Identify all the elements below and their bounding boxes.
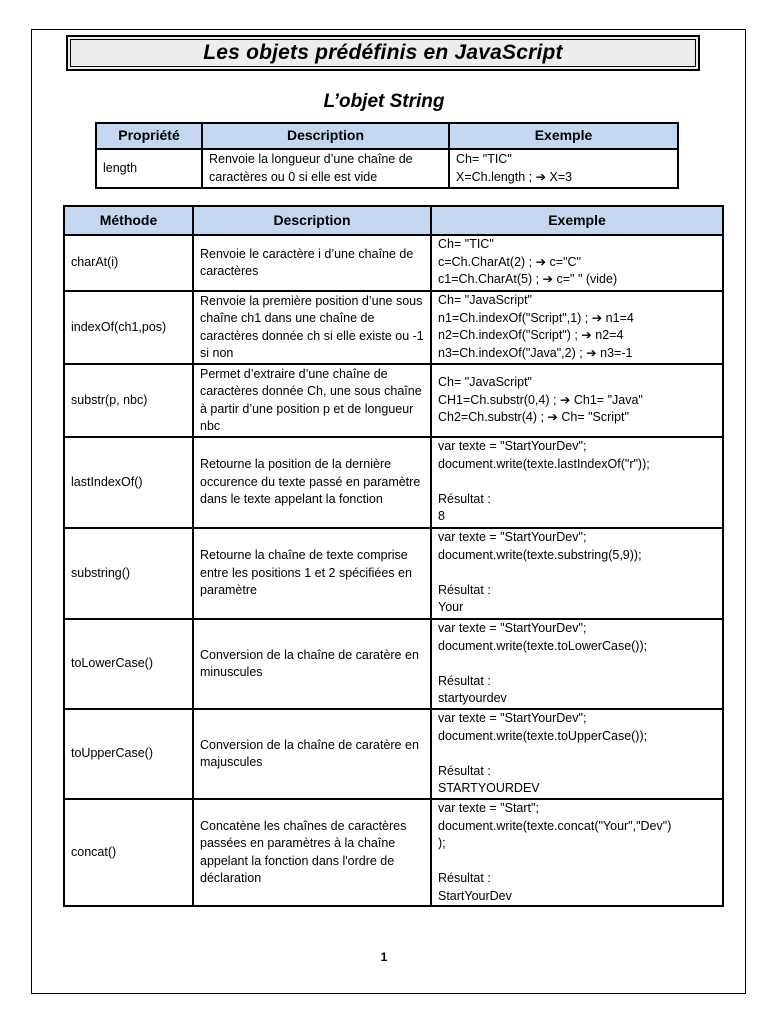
method-name: substring() bbox=[64, 528, 193, 619]
header-example: Exemple bbox=[431, 206, 723, 235]
method-example: Ch= "JavaScript" CH1=Ch.substr(0,4) ; ➔ Ch1= "Java" Ch2=Ch.substr(4) ; ➔ Ch= "Script" bbox=[431, 364, 723, 437]
table-row bbox=[64, 799, 723, 906]
property-name: length bbox=[96, 149, 202, 188]
page-number: 1 bbox=[380, 950, 388, 964]
method-example: var texte = "StartYourDev"; document.write(texte.toLowerCase()); Résultat : startyourdev bbox=[431, 619, 723, 709]
table-row bbox=[96, 149, 678, 188]
method-example: var texte = "StartYourDev"; document.write(texte.lastIndexOf("r")); Résultat : 8 bbox=[431, 437, 723, 528]
method-description: Renvoie la première position d’une sous chaîne ch1 dans une chaîne de caractères donnée ch si elle existe ou -1 si non bbox=[193, 291, 431, 364]
method-description: Renvoie le caractère i d’une chaîne de caractères bbox=[193, 235, 431, 291]
method-name: lastIndexOf() bbox=[64, 437, 193, 528]
method-name: concat() bbox=[64, 799, 193, 906]
table-row bbox=[64, 528, 723, 619]
method-name: indexOf(ch1,pos) bbox=[64, 291, 193, 364]
table-row bbox=[64, 709, 723, 799]
table-row bbox=[64, 619, 723, 709]
method-name: toLowerCase() bbox=[64, 619, 193, 709]
method-example: Ch= "JavaScript" n1=Ch.indexOf("Script",1) ; ➔ n1=4 n2=Ch.indexOf("Script") ; ➔ n2=4 n3=Ch.indexOf("Java",2) ; ➔ n3=-1 bbox=[431, 291, 723, 364]
method-name: charAt(i) bbox=[64, 235, 193, 291]
method-example: var texte = "StartYourDev"; document.write(texte.substring(5,9)); Résultat : Your bbox=[431, 528, 723, 619]
table-row bbox=[64, 437, 723, 528]
methods-table bbox=[63, 205, 724, 907]
table-row bbox=[64, 364, 723, 437]
properties-table bbox=[95, 122, 679, 189]
section-title: L’objet String bbox=[323, 91, 445, 112]
document-title: Les objets prédéfinis en JavaScript bbox=[203, 41, 563, 64]
method-description: Conversion de la chaîne de caratère en minuscules bbox=[193, 619, 431, 709]
property-example: Ch= "TIC" X=Ch.length ; ➔ X=3 bbox=[449, 149, 678, 188]
method-description: Retourne la chaîne de texte comprise entre les positions 1 et 2 spécifiées en paramètre bbox=[193, 528, 431, 619]
header-example: Exemple bbox=[449, 123, 678, 149]
method-name: toUpperCase() bbox=[64, 709, 193, 799]
property-description: Renvoie la longueur d’une chaîne de caractères ou 0 si elle est vide bbox=[202, 149, 449, 188]
header-property: Propriété bbox=[96, 123, 202, 149]
method-description: Permet d’extraire d’une chaîne de caractères donnée Ch, une sous chaîne à partir d’une position p et de longueur nbc bbox=[193, 364, 431, 437]
method-description: Retourne la position de la dernière occurence du texte passé en paramètre dans le texte appelant la fonction bbox=[193, 437, 431, 528]
method-name: substr(p, nbc) bbox=[64, 364, 193, 437]
table-row bbox=[64, 235, 723, 291]
method-example: var texte = "StartYourDev"; document.write(texte.toUpperCase()); Résultat : STARTYOURDEV bbox=[431, 709, 723, 799]
header-method: Méthode bbox=[64, 206, 193, 235]
method-example: var texte = "Start"; document.write(texte.concat("Your","Dev") ); Résultat : StartYourDev bbox=[431, 799, 723, 906]
properties-header-row bbox=[96, 123, 678, 149]
method-example: Ch= "TIC" c=Ch.CharAt(2) ; ➔ c="C" c1=Ch.CharAt(5) ; ➔ c=" " (vide) bbox=[431, 235, 723, 291]
table-row bbox=[64, 291, 723, 364]
header-description: Description bbox=[193, 206, 431, 235]
methods-header-row bbox=[64, 206, 723, 235]
header-description: Description bbox=[202, 123, 449, 149]
method-description: Conversion de la chaîne de caratère en majuscules bbox=[193, 709, 431, 799]
document-title-box bbox=[66, 35, 700, 71]
method-description: Concatène les chaînes de caractères passées en paramètres à la chaîne appelant la fonction dans l'ordre de déclaration bbox=[193, 799, 431, 906]
